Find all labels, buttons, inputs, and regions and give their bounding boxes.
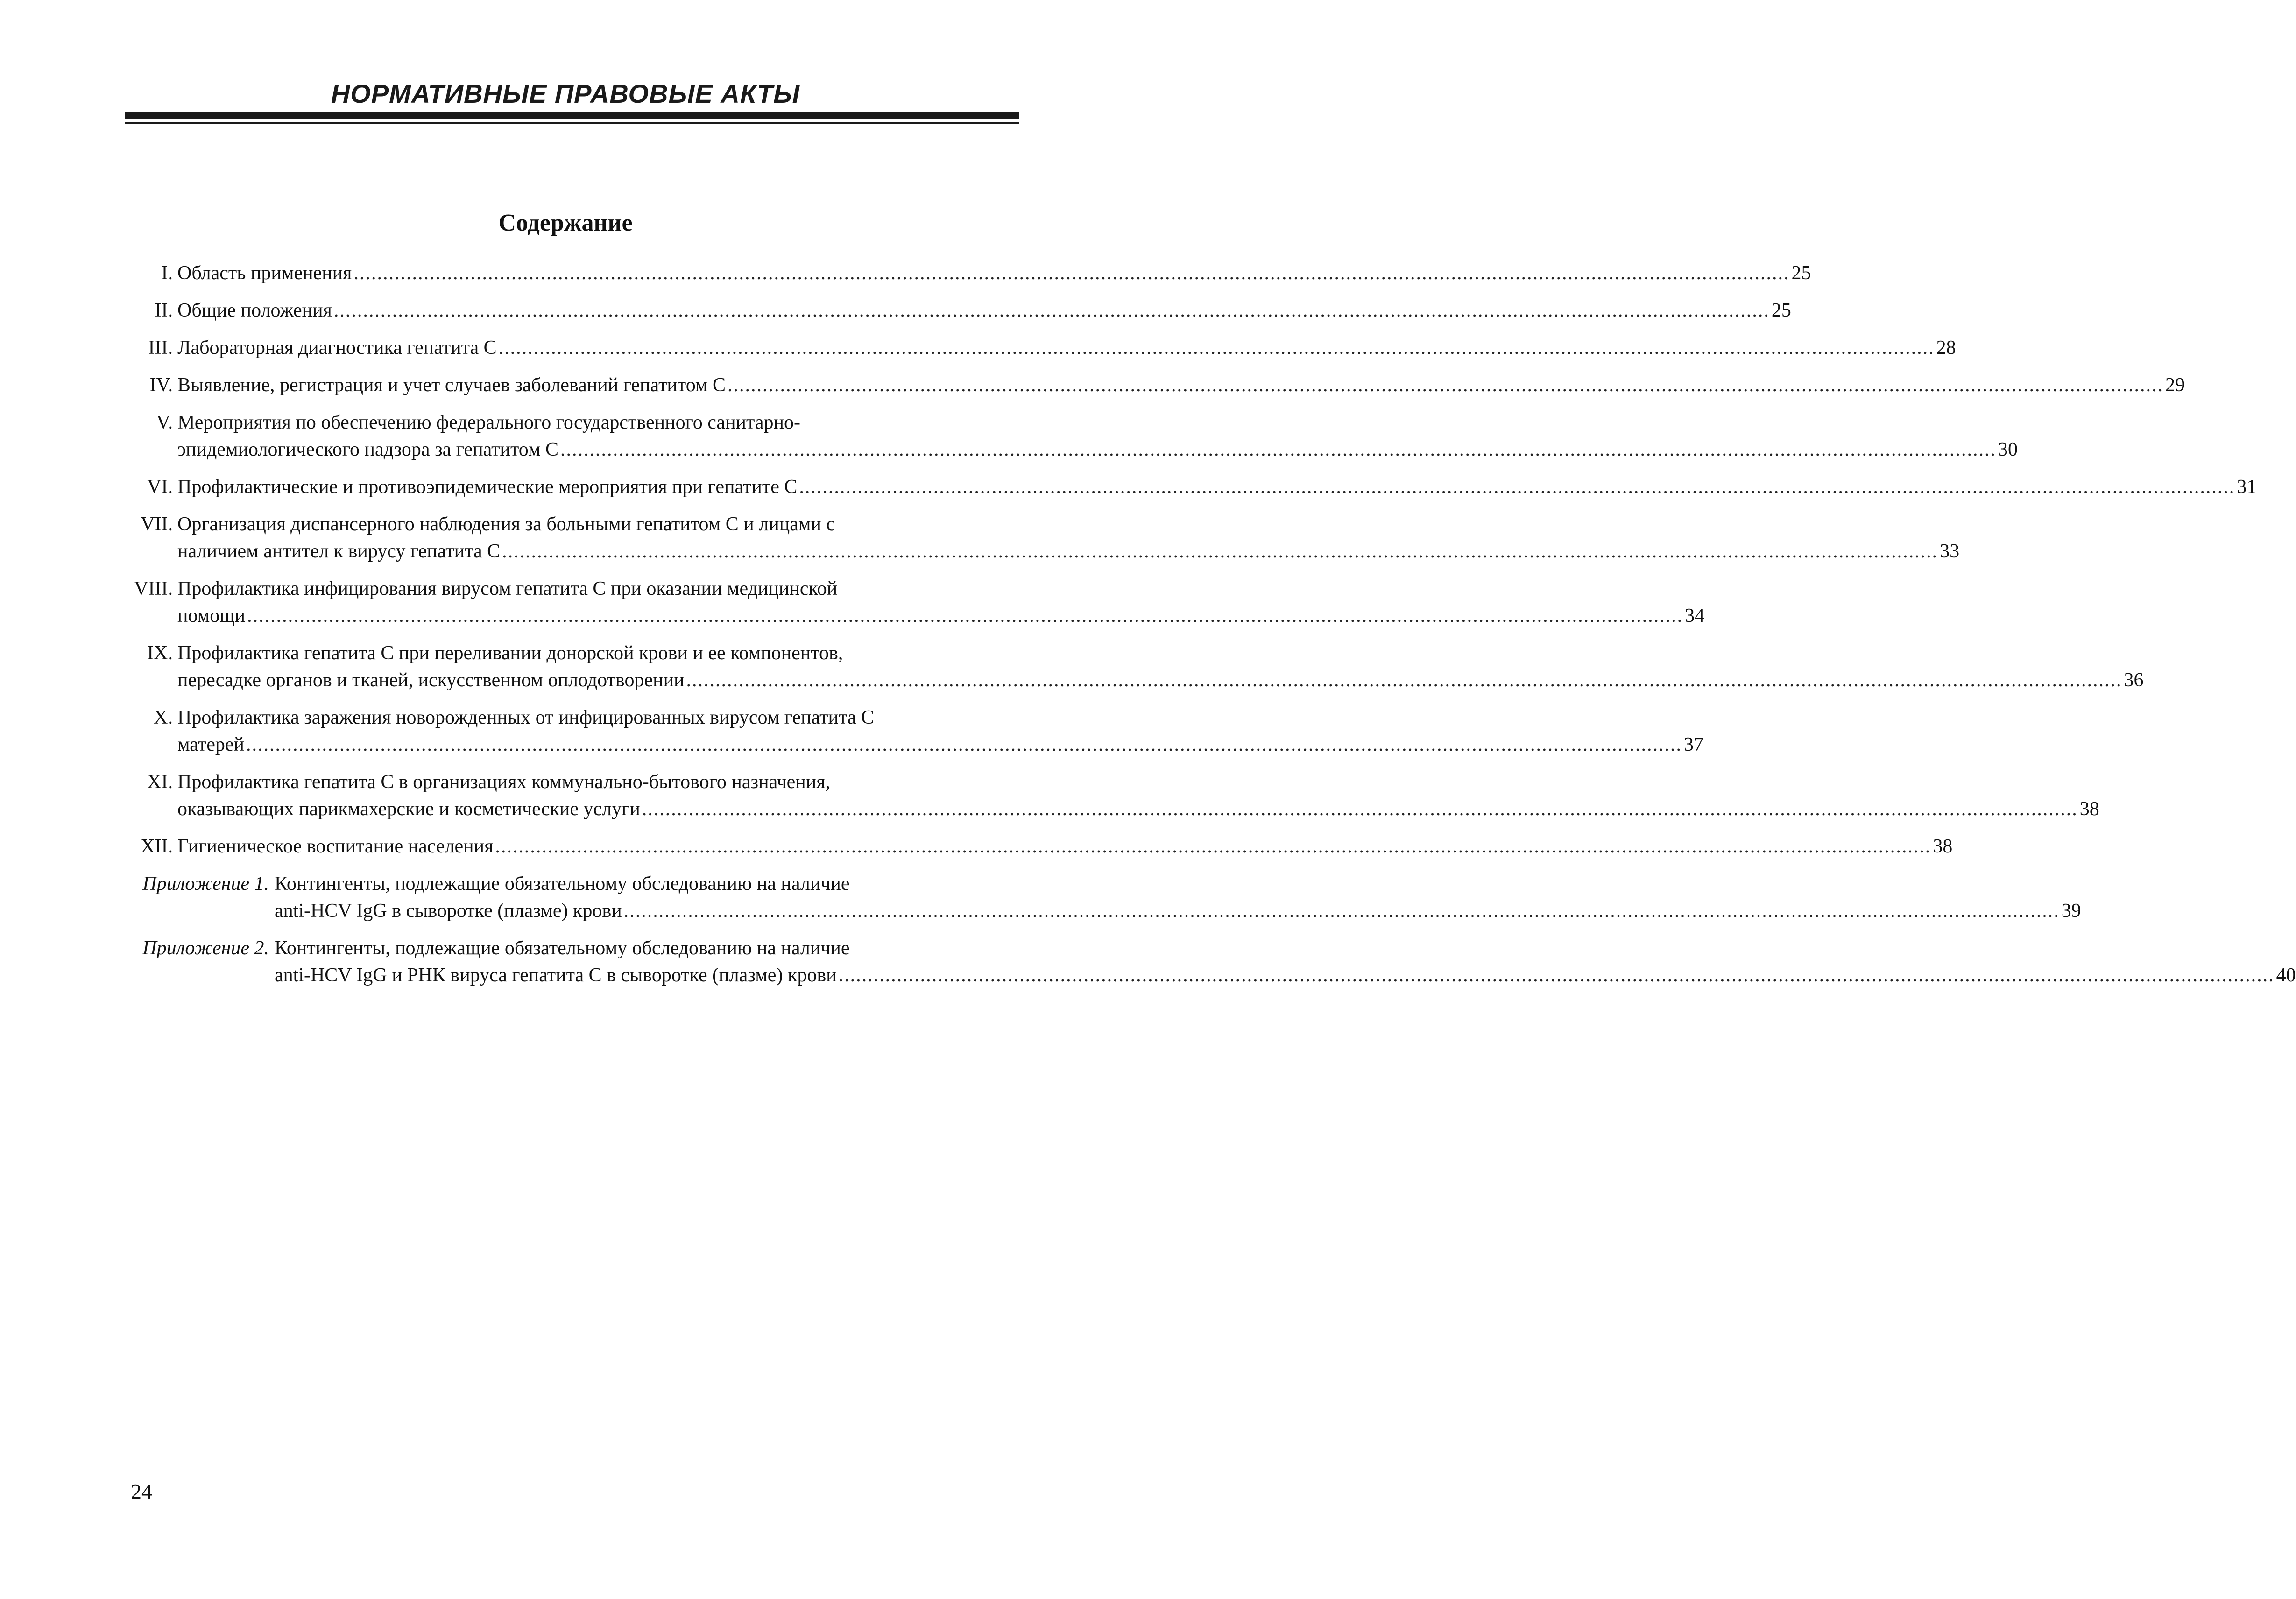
dot-leader	[686, 667, 2122, 694]
toc-entry-title: Область применения	[177, 262, 352, 284]
toc-entry	[126, 575, 1705, 629]
toc-entry-title: Общие положения	[177, 300, 332, 321]
toc-entry-title: матерей	[177, 734, 244, 755]
dot-leader	[353, 260, 1789, 287]
toc-entry-body	[177, 372, 2185, 399]
toc-entry-body	[177, 640, 2144, 694]
toc-page-number: 37	[1683, 734, 1703, 755]
toc-page-number: 34	[1685, 605, 1705, 627]
dot-leader	[495, 833, 1931, 860]
toc-entry-number: VII.	[141, 514, 173, 535]
toc-entry	[126, 297, 1791, 324]
dot-leader	[728, 372, 2163, 399]
toc-entry-title: Профилактика гепатита С при переливании донорской крови и ее компонентов,	[177, 642, 843, 664]
toc-entry-body	[177, 260, 1811, 287]
toc-entry-title: наличием антител к вирусу гепатита С	[177, 541, 501, 562]
toc-entry	[126, 833, 1953, 860]
toc-page-number: 38	[1933, 836, 1953, 857]
toc-entry	[126, 372, 2185, 399]
toc-entry-number: X.	[154, 707, 173, 728]
toc-entry-title: Профилактические и противоэпидемические мероприятия при гепатите С	[177, 476, 798, 498]
dot-leader	[502, 538, 1938, 565]
toc-entry-title: anti-HCV IgG в сыворотке (плазме) крови	[275, 900, 622, 922]
dot-leader	[642, 796, 2078, 823]
toc-entry-title: эпидемиологического надзора за гепатитом С	[177, 439, 559, 460]
running-head: НОРМАТИВНЫЕ ПРАВОВЫЕ АКТЫ	[331, 79, 800, 108]
toc-entry-number: VIII.	[134, 578, 173, 599]
toc-entry	[126, 511, 1960, 565]
dot-leader	[839, 962, 2275, 989]
toc-entry	[126, 640, 2144, 694]
dot-leader	[247, 602, 1683, 629]
header-rule-thin	[125, 122, 1019, 124]
toc-entry-body	[177, 833, 1952, 860]
dot-leader	[246, 731, 1682, 758]
toc-appendix-label: Приложение 2.	[142, 937, 269, 959]
toc-page-number: 29	[2165, 374, 2185, 396]
toc-page-number: 40	[2276, 965, 2296, 986]
toc-entry-body	[275, 870, 2081, 924]
toc-page-number: 30	[1998, 439, 2018, 460]
table-of-contents	[126, 260, 2296, 999]
toc-page-number: 25	[1771, 300, 1791, 321]
toc-entry-title: Профилактика инфицирования вирусом гепатита С при оказании медицинской	[177, 578, 838, 599]
toc-entry-title: Мероприятия по обеспечению федерального государственного санитарно-	[177, 412, 800, 433]
toc-entry-body	[177, 334, 1956, 361]
toc-page-number: 28	[1936, 337, 1956, 359]
toc-entry-title: помощи	[177, 605, 246, 627]
toc-entry-body	[177, 575, 1704, 629]
toc-entry	[126, 768, 2099, 823]
toc-entry-number: I.	[161, 262, 173, 284]
dot-leader	[799, 473, 2235, 500]
toc-page-number: 39	[2061, 900, 2081, 922]
toc-entry-title: Лабораторная диагностика гепатита С	[177, 337, 497, 359]
toc-entry-title: Организация диспансерного наблюдения за больными гепатитом С и лицами с	[177, 514, 835, 535]
toc-entry	[126, 409, 2018, 463]
toc-title: Содержание	[498, 210, 633, 236]
toc-entry-body	[177, 297, 1791, 324]
toc-entry	[126, 334, 1956, 361]
toc-entry-title: оказывающих парикмахерские и косметические услуги	[177, 798, 640, 820]
toc-page-number: 25	[1791, 262, 1811, 284]
toc-entry-title: Гигиеническое воспитание населения	[177, 836, 494, 857]
toc-appendix-label: Приложение 1.	[142, 873, 269, 895]
toc-page-number: 33	[1940, 541, 1960, 562]
dot-leader	[624, 897, 2060, 924]
toc-entry-body	[177, 511, 1959, 565]
toc-entry-title: Выявление, регистрация и учет случаев заболеваний гепатитом С	[177, 374, 726, 396]
toc-appendix-entry	[126, 935, 2296, 989]
dot-leader	[334, 297, 1770, 324]
toc-entry-body	[177, 768, 2099, 823]
toc-entry-number: V.	[156, 412, 173, 433]
toc-appendix-entry	[126, 870, 2081, 924]
toc-entry-body	[177, 409, 2018, 463]
page-number: 24	[131, 1479, 152, 1503]
toc-entry-number: III.	[148, 337, 173, 359]
toc-entry-number: II.	[155, 300, 173, 321]
toc-page-number: 36	[2124, 669, 2144, 691]
toc-entry-body	[177, 473, 2256, 500]
toc-entry	[126, 260, 1811, 287]
toc-entry-title: Контингенты, подлежащие обязательному обследованию на наличие	[275, 937, 850, 959]
toc-page-number: 31	[2237, 476, 2257, 498]
toc-entry	[126, 473, 2257, 500]
toc-entry-title: Профилактика заражения новорожденных от инфицированных вирусом гепатита С	[177, 707, 875, 728]
toc-entry-title: Контингенты, подлежащие обязательному обследованию на наличие	[275, 873, 850, 895]
toc-entry-title: Профилактика гепатита С в организациях коммунально-бытового назначения,	[177, 771, 831, 793]
dot-leader	[560, 436, 1996, 463]
header-rule-thick	[125, 112, 1019, 119]
toc-entry-title: anti-HCV IgG и РНК вируса гепатита С в сыворотке (плазме) крови	[275, 965, 837, 986]
toc-entry-body	[177, 704, 1703, 758]
toc-entry-number: IV.	[149, 374, 173, 396]
toc-entry-number: XII.	[141, 836, 173, 857]
toc-page-number: 38	[2079, 798, 2099, 820]
toc-entry-number: XI.	[147, 771, 173, 793]
toc-entry	[126, 704, 1703, 758]
toc-entry-number: IX.	[147, 642, 173, 664]
dot-leader	[499, 334, 1935, 361]
toc-entry-title: пересадке органов и тканей, искусственном оплодотворении	[177, 669, 685, 691]
toc-entry-number: VI.	[147, 476, 173, 498]
toc-entry-body	[275, 935, 2296, 989]
